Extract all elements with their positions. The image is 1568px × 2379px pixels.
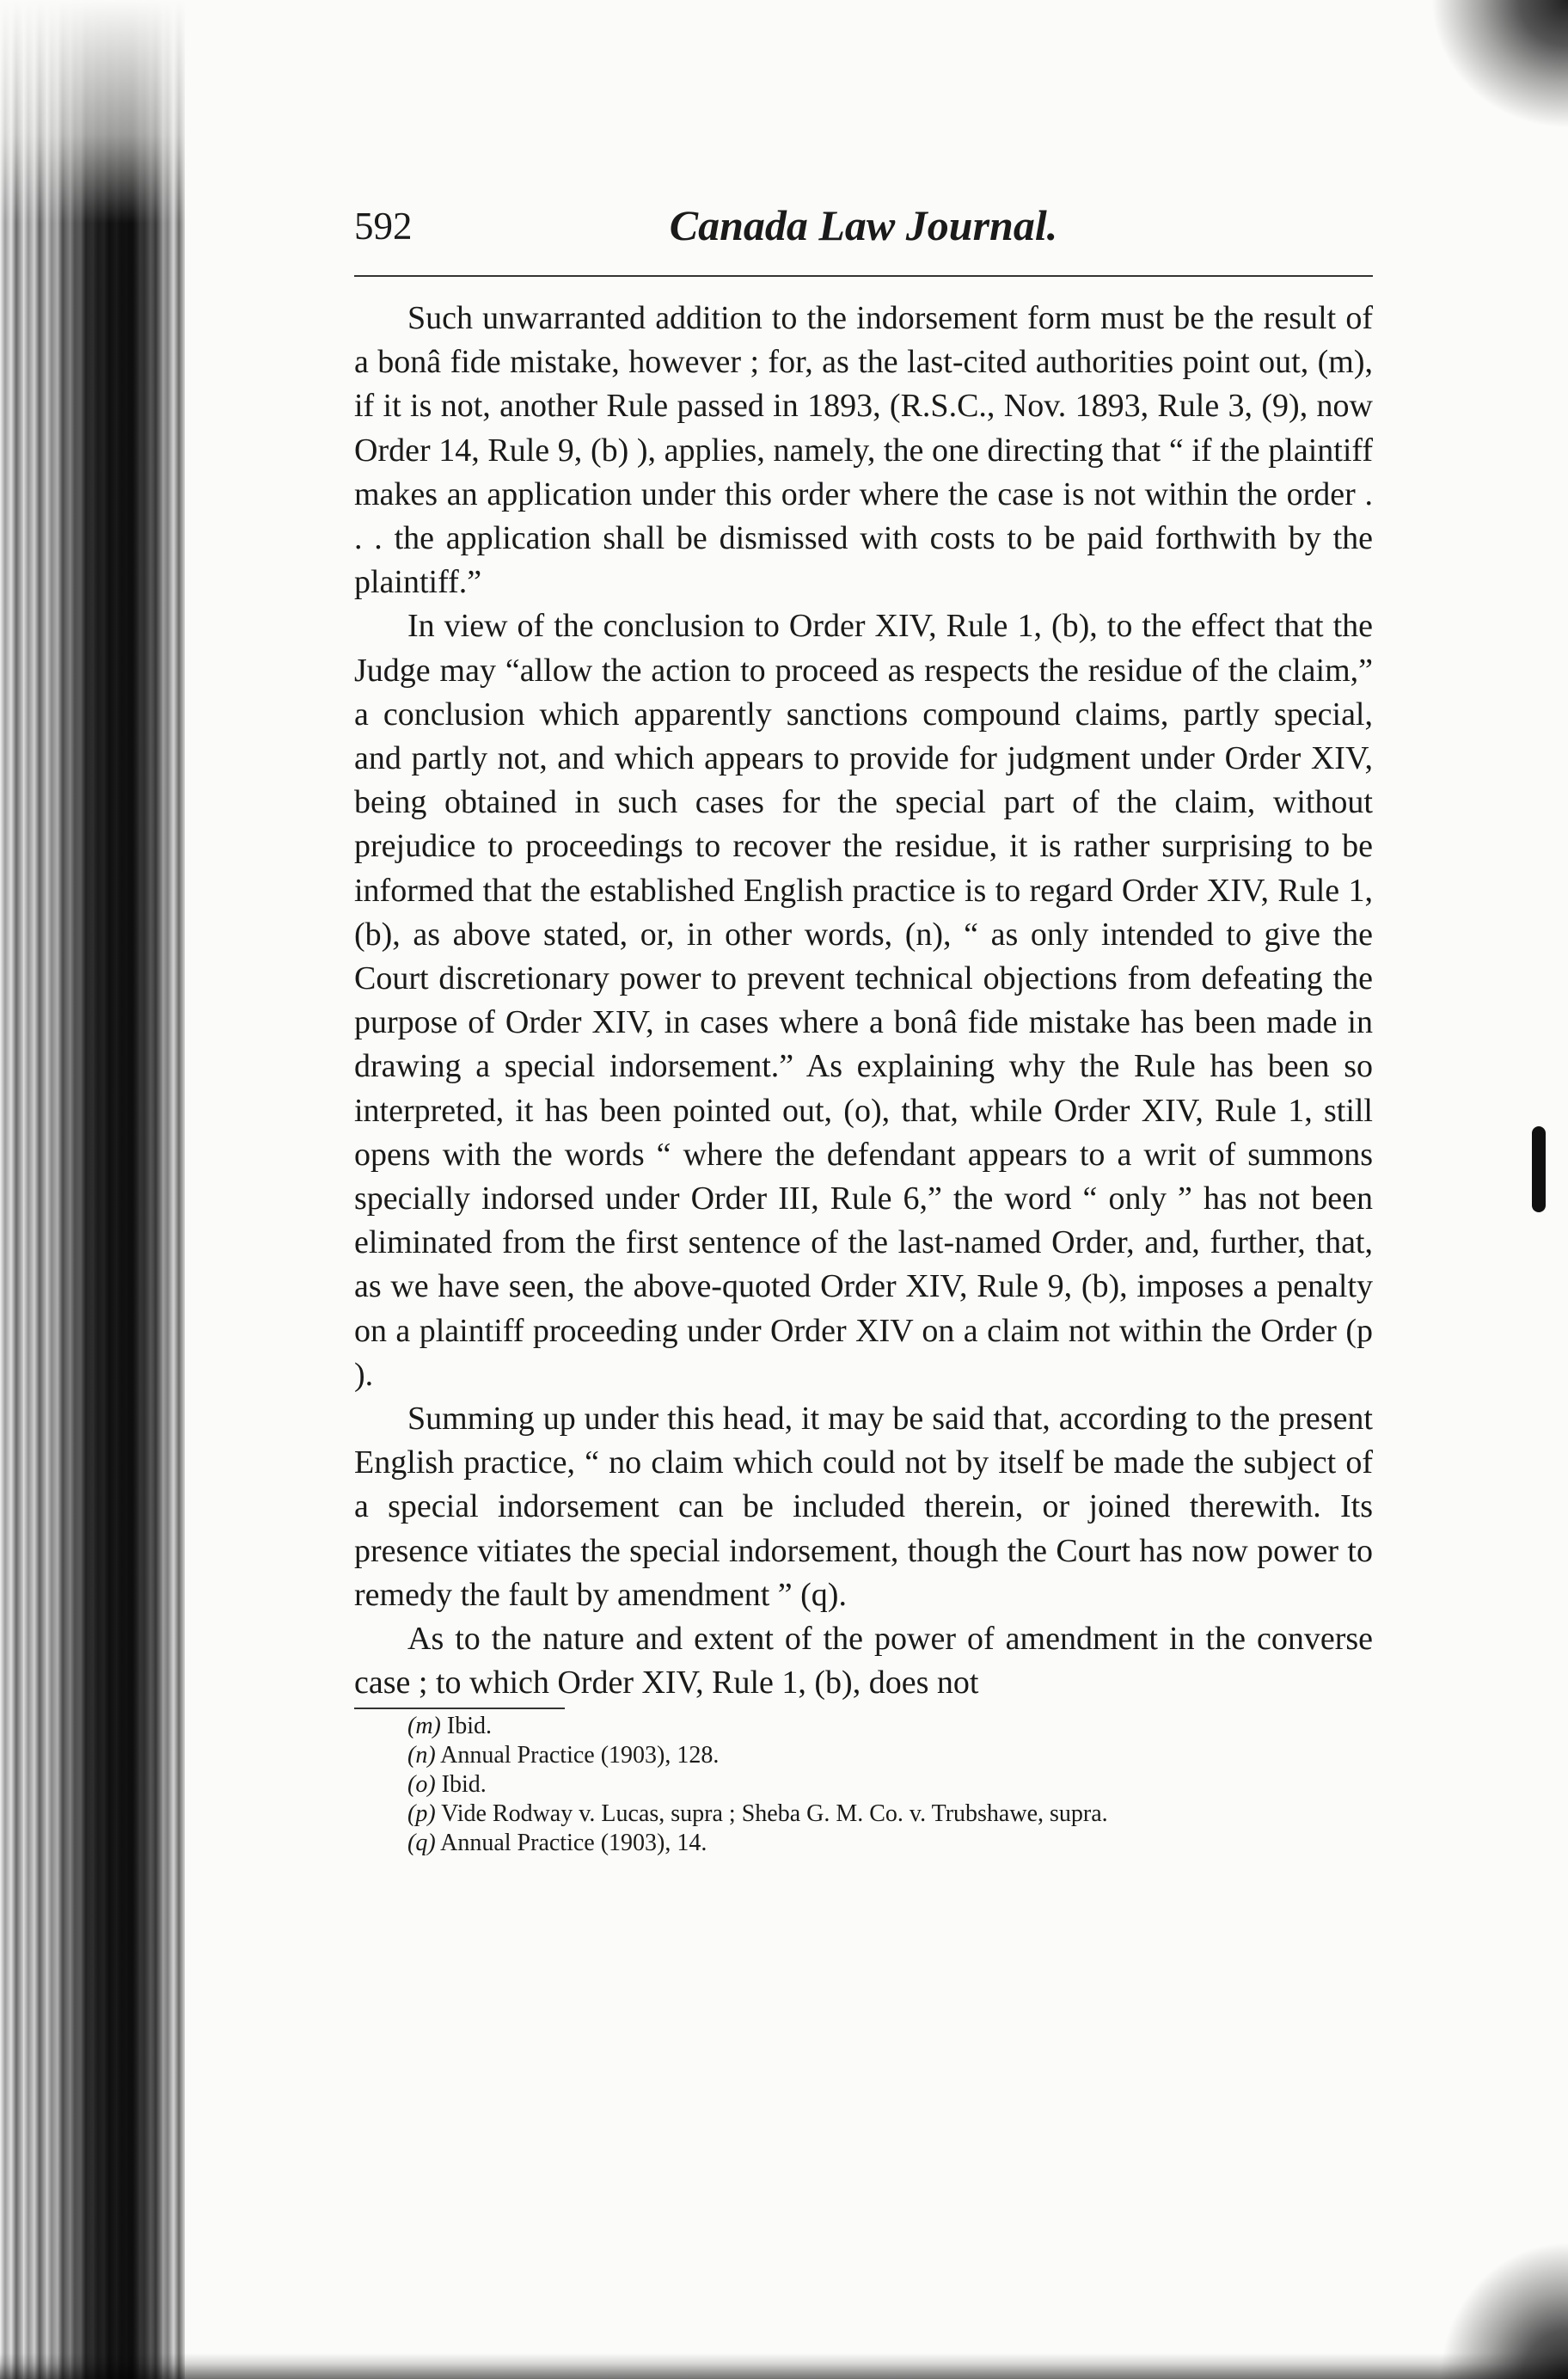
book-page (354, 193, 1373, 1856)
footnote (407, 1770, 1373, 1800)
footnote-rule (354, 1708, 565, 1709)
binding-fade (0, 0, 185, 224)
footnote-label: (q) (407, 1829, 436, 1856)
paragraph: In view of the conclusion to Order XIV, Rule 1, (b), to the effect that the Judge may “allow the action to proceed as respects the residue of the claim,” a conclusion which apparently sanctions compound claims, partly special, and partly not, and which appears to provide for judgment under Order XIV, being obtained in such cases for the special part of the claim, without prejudice to proceedings to recover the residue, it is rather surprising to be informed that the established English practice is to regard Order XIV, Rule 1, (b), as above stated, or, in other words, (n), “ as only intended to give the Court discretionary power to prevent technical objections from defeating the purpose of Order XIV, in cases where a bonâ fide mistake has been made in drawing a special indorsement.” As explaining why the Rule has been so interpreted, it has been pointed out, (o), that, while Order XIV, Rule 1, still opens with the words “ where the defendant appears to a writ of summons specially indorsed under Order III, Rule 6,” the word “ only ” has not been eliminated from the first sentence of the last-named Order, and, further, that, as we have seen, the above-quoted Order XIV, Rule 9, (b), imposes a penalty on a plaintiff proceeding under Order XIV on a claim not within the Order (p ). (354, 608, 1373, 1393)
footnote-text: Vide Rodway v. Lucas, supra ; Sheba G. M. Co. v. Trubshawe, supra. (441, 1800, 1108, 1827)
corner-shadow-top-right (1430, 0, 1568, 129)
page-number: 592 (354, 205, 413, 248)
footnote (407, 1829, 1373, 1858)
binding-shadow (0, 0, 185, 2379)
footnote-text: Annual Practice (1903), 14. (440, 1829, 707, 1856)
footnote (407, 1741, 1373, 1770)
footnote-label: (p) (407, 1800, 436, 1827)
paragraph: Summing up under this head, it may be said that, according to the present English practice, “ no claim which could not by itself be made the subject of a special indorsement can be included therein, or joined therewith. Its presence vitiates the special indorsement, though the Court has now power to remedy the fault by amendment ” (q). (354, 1401, 1373, 1613)
footnote-text: Ibid. (446, 1712, 492, 1739)
paragraph: Such unwarranted addition to the indorsement form must be the result of a bonâ fide mistake, however ; for, as the last-cited authorities point out, (m), if it is not, another Rule passed in 1893, (R.S.C., Nov. 1893, Rule 3, (9), now Order 14, Rule 9, (b) ), applies, namely, the one directing that “ if the plaintiff makes an application under this order where the case is not within the order . . . the application shall be dismissed with costs to be paid forthwith by the plaintiff.” (354, 300, 1373, 601)
footnotes (354, 1712, 1373, 1858)
footnote (407, 1712, 1373, 1741)
paragraph: As to the nature and extent of the power of amendment in the converse case ; to which Order XIV, Rule 1, (b), does not (354, 1621, 1373, 1701)
bottom-edge-shadow (0, 2353, 1568, 2379)
footnote-text: Ibid. (441, 1770, 487, 1798)
header-rule (354, 275, 1373, 277)
body-text (354, 297, 1373, 1858)
footnote-text: Annual Practice (1903), 128. (440, 1741, 720, 1769)
footnote-label: (n) (407, 1741, 436, 1769)
footnote (407, 1800, 1373, 1829)
journal-title: Canada Law Journal. (669, 201, 1058, 249)
footnote-label: (m) (407, 1712, 441, 1739)
footnote-label: (o) (407, 1770, 436, 1798)
running-head (354, 193, 1373, 262)
edge-mark (1532, 1126, 1546, 1212)
